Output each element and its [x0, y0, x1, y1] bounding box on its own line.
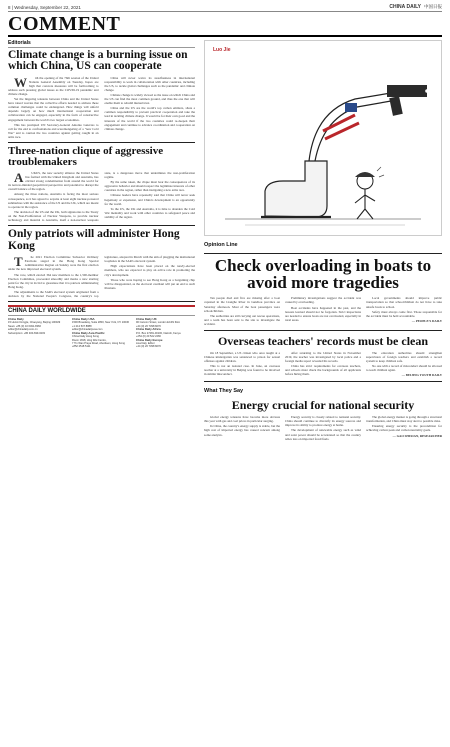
- paragraph: Chinese leaders have repeatedly said that China will never seek hegemony or expansion, and China's development is an opportunity for the world.: [104, 193, 195, 206]
- masthead-line: editor@chinadailyusa.com: [72, 328, 103, 332]
- editorial-story-1: [8, 50, 195, 143]
- editorial-headline-2: Three-nation clique of aggressive troublemakers: [8, 145, 164, 168]
- paragraph: China will never waive its steadfastness in international responsibility to work in collaboration with other countries, including the US, to tackle global challenges such as the pandemic and climate change.: [104, 75, 195, 92]
- masthead-line: +44 (0) 20 7398 8270: [136, 324, 161, 328]
- divider: [204, 253, 442, 254]
- paragraph: This is not an isolated case. In June, an overseas teacher at a university in Beijing was found to be involved in similar misconduct.: [204, 364, 280, 377]
- masthead-line: Room 1818, Hing Wai Centre,: [72, 338, 107, 342]
- energy-headline: Energy crucial for national security: [231, 398, 415, 413]
- masthead-block-name: China Daily: [8, 317, 24, 322]
- paragraph: AUKUS, the new security alliance the United States has formed with the United Kingdom and Australia, has elicited strong condemnation from around the world for its narrow-minded geopolitical perspective and potential to disrupt the overall balance of the region.: [8, 170, 99, 192]
- masthead-line: +44 (0) 20 7398 8270: [136, 345, 161, 349]
- paragraph: The 2021 Election Committee Subsector Ordinary Elections staged in the Hong Kong Special Administrative Region on Sunday were the first election under the new improved electoral system.: [8, 254, 99, 272]
- paragraph: Yet the lingering tensions between China and the United States have raised worries that the collective efforts needed to address these common challenges could be endangered. How things will unfold depends largely on how much international cooperation and collaboration can be engaged, especially in the form of constructive engagement between the world's two largest economies.: [8, 97, 99, 122]
- opinion-column: [204, 40, 442, 441]
- paragraph: The adjustments to the SAR's electoral system originated from a decision by the National People's Congress, the country's top legislature, adopted in March with the aim of plugging the institutional loopholes in the SAR's electoral system.: [8, 255, 195, 298]
- editorials-kicker: Editorials: [8, 40, 195, 48]
- cartoon-credit: Luo Jie: [213, 46, 231, 53]
- divider: [204, 330, 442, 331]
- paragraph: The vote, which elected 364 new members to the 1,500-member Election Committee, proceeded smoothly and marks a new starting point for the city in its bid to guarantee that it is patriots administering Hong Kong.: [8, 272, 99, 289]
- energy-body: [204, 415, 442, 441]
- paragraph: Those who were hoping to see Hong Kong as a bargaining chip will be disappointed, as the electoral overhaul will put an end to such illusions.: [104, 277, 195, 290]
- paragraph: The decision of the US and the UK, both signatories to the Treaty on the Non-Proliferation of Nuclear Weapons, to provide nuclear technology and material to Australia, itself a non-nuclear weapons state, is a dangerous move that undermines the non-proliferation regime.: [8, 171, 195, 223]
- masthead-line: News: +86 (0) 10 6491-8366: [8, 324, 41, 328]
- paragraph: After returning to the United States in November 2019, the teacher was investigated by local police and a foreign media report revealed his records.: [285, 350, 361, 364]
- page-header-right: [389, 4, 442, 10]
- issue-date: Wednesday, September 22, 2021: [14, 4, 81, 10]
- section-rule: [8, 35, 442, 37]
- masthead-block: [8, 318, 67, 349]
- paragraph: Boat accidents have happened in the past, and the lessons learned should not be forgotten. Strict inspections are needed to ensure boats are not overloaded, especially in rural areas.: [285, 305, 361, 322]
- paragraph: With the opening of the 76th session of the United Nations General Assembly on Tuesday, hopes are high that concrete measures will be forthcoming to address such pressing global issues as the COVID-19 pandemic and climate change.: [8, 74, 99, 96]
- editorial-story-3: [8, 229, 195, 302]
- paragraph: By the same token, the clique must bear the consequences of its aggressive behavior and should respect the legitimate interests of other countries in the region, rather than instigating a new arms race.: [104, 180, 195, 193]
- paragraph: Climate change is widely viewed as the issue on which China and the US can find the most common ground, and thus the one that will enable them to rebuild mutual trust.: [104, 92, 195, 106]
- section-title: COMMENT: [8, 13, 121, 35]
- masthead-block-name: China Daily UK: [136, 317, 157, 322]
- masthead-line: P.O. Box 27281-00100, Nairobi, Kenya: [136, 331, 181, 335]
- masthead-line: Lisa Daly, Editor: [136, 341, 155, 345]
- masthead-block: [136, 318, 195, 349]
- page-number: 8: [8, 4, 11, 10]
- opinion-headline: Check overloading in boats to avoid more tragedies: [214, 256, 432, 293]
- masthead-line: +254 (0) 20 522 2466: [136, 335, 161, 339]
- divider: [204, 381, 442, 382]
- masthead-line: Subscription: +86 400-699-0203: [8, 331, 45, 335]
- paper-chinese-name: 中国日报: [424, 4, 442, 9]
- paragraph: China has strict requirements for overseas teachers, and schools must check the backgrounds of all applicants before hiring them.: [285, 364, 361, 377]
- opinion-body: [204, 296, 442, 326]
- overseas-byline: — BEIJING YOUTH DAILY: [401, 373, 442, 378]
- masthead-block-name: China Daily Europe: [136, 337, 163, 342]
- paragraph: To the US, the UK and Australia, it is time to abandon the Cold War mentality and work with other countries to safeguard peace and stability of the region.: [104, 206, 195, 219]
- editorial-cartoon: [204, 40, 442, 236]
- paragraph: The global energy market is going through a structural transformation, and China must stay alert to possible risks.: [366, 415, 442, 424]
- masthead-grid: [8, 318, 195, 349]
- masthead-title: CHINA DAILY WORLDWIDE: [8, 307, 195, 316]
- editorial-headline-1: Climate change is a burning issue on which China, US can cooperate: [8, 48, 188, 73]
- paragraph: On 18 September, a US citizen who once taught at a Chinese kindergarten was sentenced to prison for sexual offenses against children.: [204, 350, 280, 364]
- editorial-body-2: [8, 171, 195, 222]
- masthead-block: [72, 318, 131, 349]
- paragraph: The authorities are still carrying out rescue operations, and a team has been sent to the site to investigate the accident.: [204, 313, 280, 326]
- editorial-story-2: [8, 146, 195, 226]
- paragraph: Energy security is closely related to national security. China should continue to diversify its energy sources and improve its ability to produce energy at home.: [285, 415, 361, 428]
- masthead-line: +852 2518 5111: [72, 345, 91, 349]
- energy-kicker: What They Say: [204, 388, 244, 395]
- paragraph: Among the three nations, Australia is facing the most serious consequence, as it has agreed to acquire at least eight nuclear-powered submarines with the assistance of the US and the UK, which are meant to operate in the region.: [8, 192, 99, 209]
- paragraph: This has prompted UN Secretary-General Antonio Guterres to call for the end to confrontations and scaremongering of a "new Cold War" and to caution the two countries against getting caught in an arms race.: [8, 122, 99, 139]
- paragraph: The development of renewable energy such as wind and solar power should be accelerated so that the country relies less on imported fossil fuels.: [285, 428, 361, 441]
- masthead-line: editor@chinadaily.com.cn: [8, 328, 38, 332]
- paragraph: No one with a record of misconduct should be allowed to teach children again.: [366, 364, 442, 373]
- masthead-block-name: China Daily Africa: [136, 327, 161, 332]
- paragraph: Local governments should improve public transportation so that schoolchildren do not have to take unsafe boats to school.: [366, 296, 442, 309]
- page-header: [8, 0, 442, 12]
- paragraph: Global energy tensions have become more obvious this year with gas and coal prices in particular surging.: [204, 415, 280, 424]
- masthead-block-name: China Daily USA: [72, 317, 95, 322]
- editorial-headline-3: Only patriots will administer Hong Kong: [8, 228, 180, 252]
- paper-name: CHINA DAILY: [389, 4, 421, 10]
- paragraph: Ten people died and five are missing after a boat capsized in the Lianghe River in Guizhou province on Saturday afternoon. Most of the boat passengers were schoolchildren.: [204, 296, 280, 313]
- editorial-body-3: [8, 255, 195, 298]
- masthead-line: 7 Tin Wan Praya Road, Aberdeen, Hong Kong: [72, 341, 125, 345]
- opinion-byline: — PEOPLE'S DAILY: [411, 318, 442, 323]
- paragraph: China and the US are the world's top carbon emitters, share a common responsibility to prevent practical cooperation and take the lead in tackling climate change. It would be for their own good and the interests of the world if the two countries could re-deepen their engagement and continue to advance coordination and cooperation on climate change.: [104, 106, 195, 131]
- paragraph: The education authorities should strengthen supervision of foreign teachers and establish a record system to keep children safe.: [366, 350, 442, 364]
- page-columns: [8, 40, 442, 441]
- editorial-body-1: [8, 76, 195, 139]
- energy-byline: — GAO SHIXIAN, RESEARCHER: [392, 433, 442, 438]
- paragraph: Preliminary investigations suggest the accident was caused by overloading.: [285, 296, 361, 305]
- paragraph: Safety must always come first. Those responsible for the accident must be held accountable.: [366, 309, 442, 318]
- paragraph: In China, the country's energy supply is stable, but the high cost of imported energy has caused concern among some analysts.: [204, 424, 280, 437]
- editorials-column: [8, 40, 195, 441]
- paragraph: High expectations have been placed on the newly-elected members, who are expected to play an active role in promoting the city's development.: [104, 264, 195, 277]
- page-header-left: 8 | Wednesday, September 22, 2021: [8, 4, 81, 10]
- masthead: [8, 305, 195, 349]
- masthead-line: +1 212 537 8888: [72, 324, 92, 328]
- gun-with-child-cartoon-icon: [205, 41, 441, 235]
- masthead-block-name: China Daily Asia Pacific: [72, 330, 105, 335]
- opinion-kicker: Opinion Line: [204, 241, 238, 248]
- overseas-body: [204, 351, 442, 378]
- masthead-line: 15 Huixin Dongjie, Chaoyang, Beijing 100029: [8, 321, 61, 325]
- masthead-line: China Daily Hong Kong: [72, 335, 99, 339]
- paragraph: Ensuring energy security is the precondition for achieving carbon peak and carbon neutrality goals.: [366, 424, 442, 433]
- masthead-line: 90 Cannon Street, London EC4N 6HA: [136, 321, 180, 325]
- masthead-line: 1500 Broadway, Suite 2800, New York, NY 10036: [72, 321, 130, 325]
- overseas-headline: Overseas teachers' records must be clean: [217, 333, 429, 348]
